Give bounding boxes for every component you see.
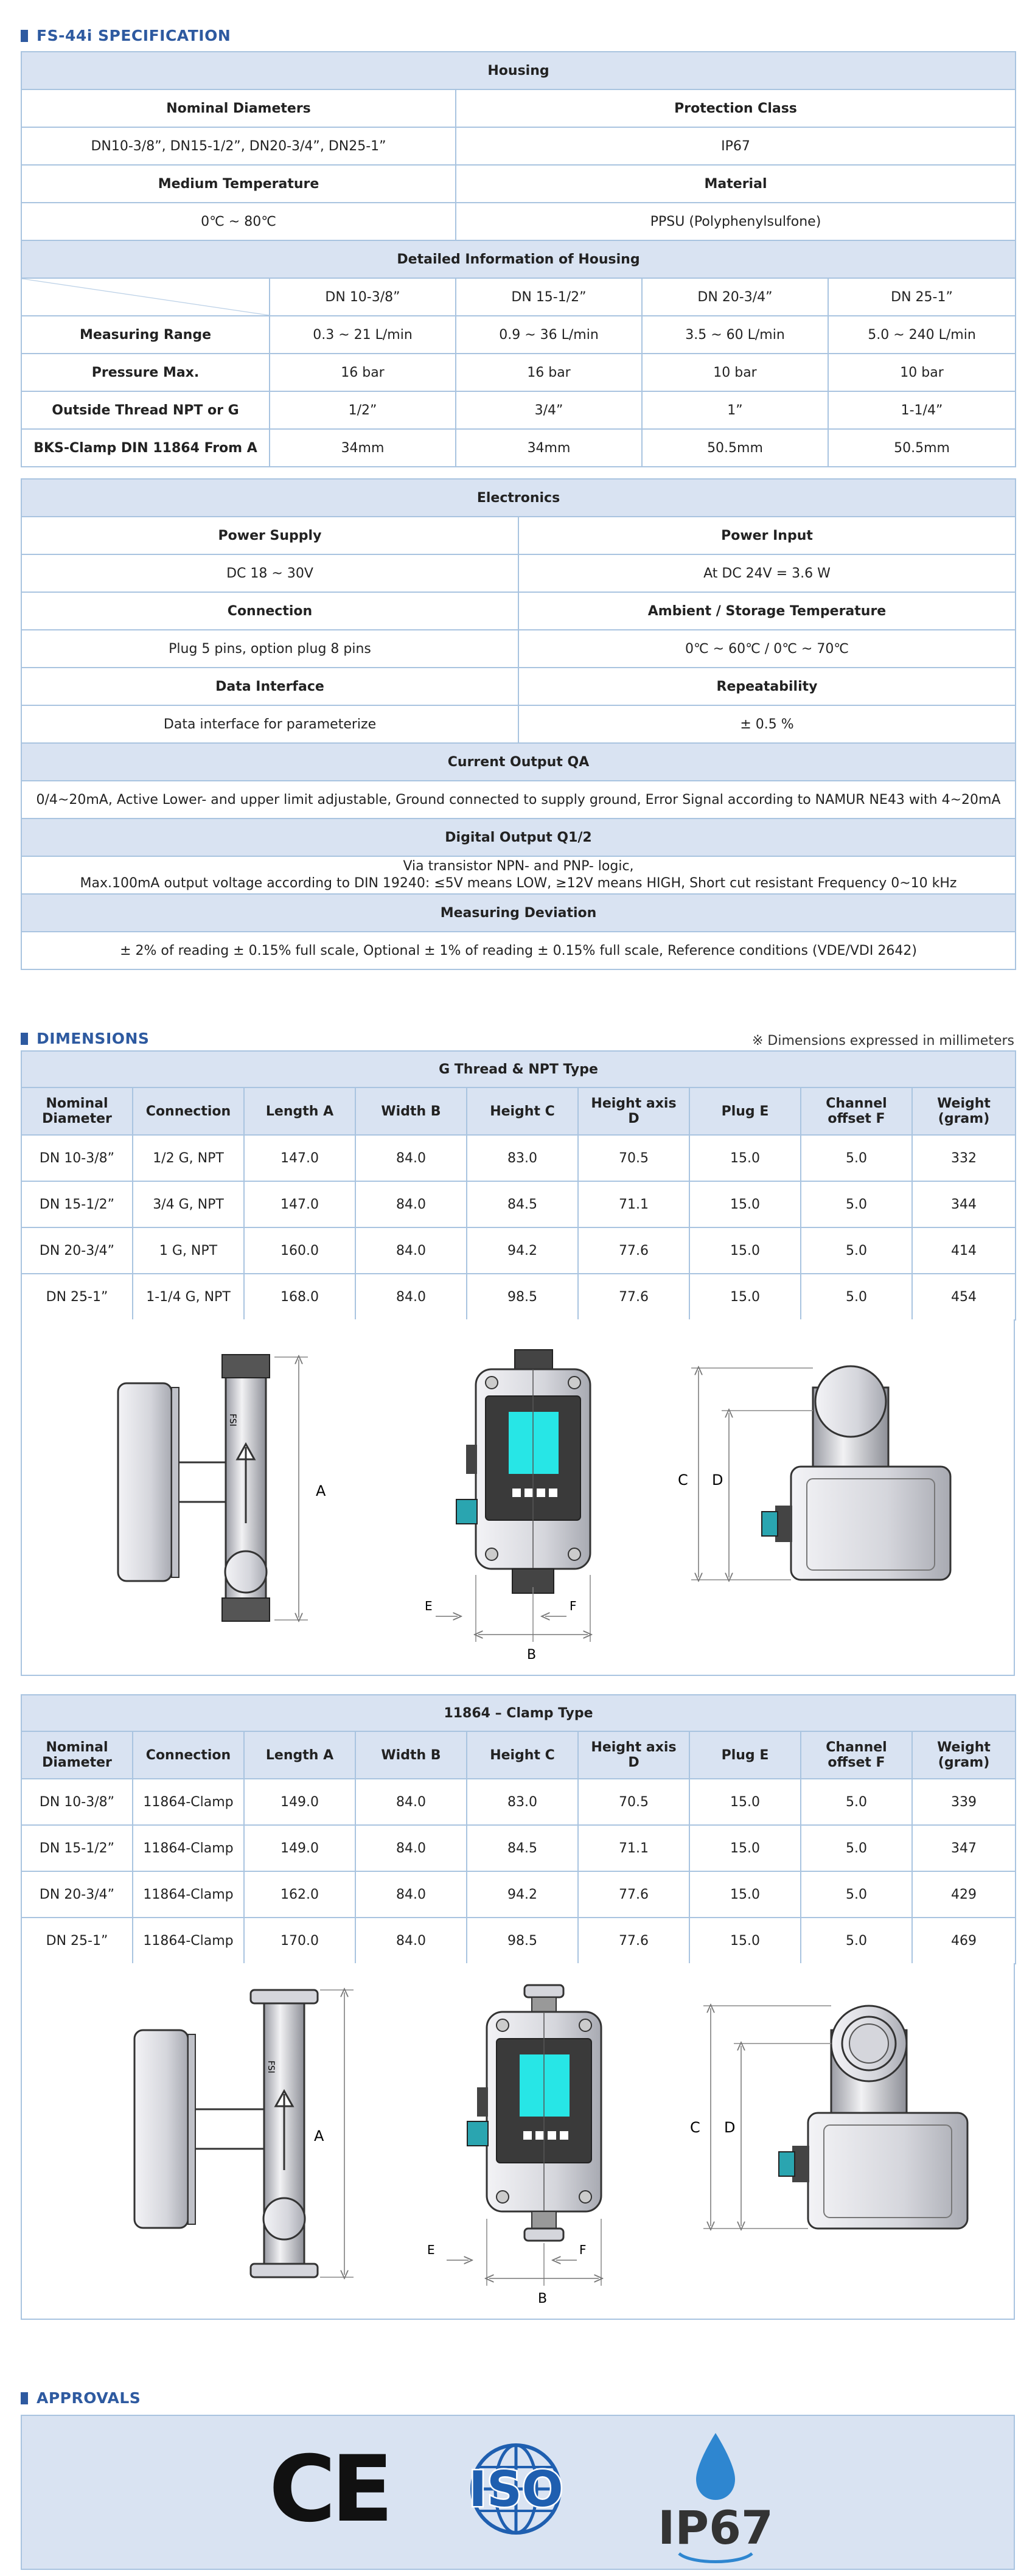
table-cell: DN 10-3/8” (21, 1779, 133, 1825)
detail-col-header: DN 20-3/4” (642, 278, 828, 316)
table-cell: 94.2 (467, 1227, 578, 1274)
table-row (21, 1918, 1016, 1964)
table-cell: 11864-Clamp (133, 1871, 244, 1918)
table-cell: 469 (912, 1918, 1016, 1964)
table-cell: 84.0 (355, 1181, 467, 1227)
thread-title: G Thread & NPT Type (21, 1051, 1016, 1087)
col-header-line: Nominal (46, 1740, 108, 1755)
table-cell: 71.1 (578, 1825, 689, 1871)
row-label: Outside Thread NPT or G (21, 391, 270, 429)
table-cell: 98.5 (467, 1274, 578, 1320)
side-view (134, 1990, 354, 2277)
table-cell: 15.0 (689, 1825, 801, 1871)
table-cell: 84.0 (355, 1274, 467, 1320)
detail-row (21, 354, 1016, 391)
material-label: Material (456, 165, 1016, 203)
table-cell: 11864-Clamp (133, 1918, 244, 1964)
table-cell: DN 15-1/2” (21, 1825, 133, 1871)
table-cell: 147.0 (244, 1181, 355, 1227)
col-header-line: offset F (828, 1755, 885, 1770)
repeatability-value: ± 0.5 % (518, 705, 1016, 743)
cell: 3.5 ~ 60 L/min (642, 316, 828, 354)
cell: 5.0 ~ 240 L/min (828, 316, 1016, 354)
table-cell: 5.0 (801, 1918, 912, 1964)
power-supply-value: DC 18 ~ 30V (21, 554, 518, 592)
table-cell: 83.0 (467, 1779, 578, 1825)
label-d: D (712, 1471, 723, 1489)
detail-col-header: DN 25-1” (828, 278, 1016, 316)
measuring-deviation-value: ± 2% of reading ± 0.15% full scale, Optional ± 1% of reading ± 0.15% full scale, Reference conditions (VDE/VDI 2642) (21, 932, 1016, 969)
table-cell: 84.0 (355, 1918, 467, 1964)
table-cell: DN 15-1/2” (21, 1181, 133, 1227)
clamp-drawing-svg (22, 1963, 1014, 2319)
detail-row (21, 316, 1016, 354)
cell: 1/2” (270, 391, 456, 429)
table-row (21, 1871, 1016, 1918)
table-cell: 5.0 (801, 1871, 912, 1918)
table-row (21, 1227, 1016, 1274)
end-view (678, 1366, 950, 1580)
digital-output-header: Digital Output Q1/2 (21, 819, 1016, 856)
table-cell: 5.0 (801, 1135, 912, 1181)
thread-drawing-svg (22, 1319, 1014, 1675)
col-header-line: Channel (826, 1096, 887, 1111)
connection-label: Connection (21, 592, 518, 630)
table-cell: 84.5 (467, 1825, 578, 1871)
label-a: A (316, 1482, 326, 1499)
protection-class-value: IP67 (456, 127, 1016, 165)
current-output-header: Current Output QA (21, 743, 1016, 781)
label-a: A (314, 2127, 324, 2145)
label-d: D (724, 2119, 736, 2136)
thread-rows (21, 1135, 1016, 1320)
ip67-logo-icon (658, 2433, 773, 2562)
col-header-line: Weight (937, 1096, 991, 1111)
cell: 10 bar (828, 354, 1016, 391)
table-cell: 3/4 G, NPT (133, 1181, 244, 1227)
clamp-rows (21, 1779, 1016, 1964)
col-header-line: Weight (937, 1740, 991, 1755)
table-cell: 84.0 (355, 1871, 467, 1918)
table-cell: DN 20-3/4” (21, 1227, 133, 1274)
table-cell: 347 (912, 1825, 1016, 1871)
detail-header: Detailed Information of Housing (21, 240, 1016, 278)
thread-drawings (21, 1319, 1015, 1676)
data-interface-value: Data interface for parameterize (21, 705, 518, 743)
material-value: PPSU (Polyphenylsulfone) (456, 203, 1016, 240)
digital-output-line: Max.100mA output voltage according to DIN 19240: ≤5V means LOW, ≥12V means HIGH, Short cut resistant Frequency 0~10 kHz (80, 876, 957, 891)
label-e: E (425, 1599, 433, 1613)
col-header (912, 1087, 1016, 1135)
col-header: Connection (133, 1087, 244, 1135)
table-cell: 147.0 (244, 1135, 355, 1181)
repeatability-label: Repeatability (518, 668, 1016, 705)
spec-title: FS-44i SPECIFICATION (21, 27, 231, 44)
col-header: Length A (244, 1731, 355, 1779)
side-view (118, 1355, 326, 1621)
table-cell: 11864-Clamp (133, 1825, 244, 1871)
col-header-line: Nominal (46, 1096, 108, 1111)
table-cell: 1-1/4 G, NPT (133, 1274, 244, 1320)
table-cell: 98.5 (467, 1918, 578, 1964)
end-view (690, 2006, 967, 2229)
table-cell: 5.0 (801, 1825, 912, 1871)
col-header-line: offset F (828, 1111, 885, 1126)
col-header: Length A (244, 1087, 355, 1135)
col-header-line: Diameter (42, 1755, 112, 1770)
front-view (425, 1350, 590, 1663)
col-header: Plug E (689, 1731, 801, 1779)
col-header: Plug E (689, 1087, 801, 1135)
digital-output-line: Via transistor NPN- and PNP- logic, (403, 859, 634, 874)
col-header (801, 1087, 912, 1135)
ambient-value: 0℃ ~ 60℃ / 0℃ ~ 70℃ (518, 630, 1016, 668)
approvals-logos (22, 2416, 1014, 2569)
table-cell: DN 10-3/8” (21, 1135, 133, 1181)
label-c: C (690, 2119, 700, 2136)
table-row (21, 1779, 1016, 1825)
table-cell: 15.0 (689, 1871, 801, 1918)
label-f: F (579, 2243, 587, 2257)
table-cell: 70.5 (578, 1135, 689, 1181)
display-screen (520, 2054, 570, 2117)
table-row (21, 1274, 1016, 1320)
cell: 16 bar (270, 354, 456, 391)
flow-label: FSI (228, 1414, 237, 1426)
table-cell: 5.0 (801, 1227, 912, 1274)
table-cell: 344 (912, 1181, 1016, 1227)
ip67-text: IP67 (658, 2501, 773, 2555)
medium-temperature-value: 0℃ ~ 80℃ (21, 203, 456, 240)
cell: 0.3 ~ 21 L/min (270, 316, 456, 354)
cell: 1-1/4” (828, 391, 1016, 429)
col-header: Width B (355, 1087, 467, 1135)
ambient-label: Ambient / Storage Temperature (518, 592, 1016, 630)
table-cell: DN 20-3/4” (21, 1871, 133, 1918)
label-c: C (678, 1471, 688, 1489)
table-cell: 414 (912, 1227, 1016, 1274)
col-header: Height C (467, 1087, 578, 1135)
power-input-label: Power Input (518, 517, 1016, 554)
table-cell: 149.0 (244, 1825, 355, 1871)
iso-logo-icon (469, 2445, 563, 2533)
clamp-drawings (21, 1963, 1015, 2320)
col-header: Connection (133, 1731, 244, 1779)
table-row (21, 1825, 1016, 1871)
table-cell: 1/2 G, NPT (133, 1135, 244, 1181)
table-cell: 332 (912, 1135, 1016, 1181)
power-supply-label: Power Supply (21, 517, 518, 554)
detail-row (21, 429, 1016, 467)
display-screen (509, 1412, 559, 1474)
table-cell: 84.0 (355, 1135, 467, 1181)
thread-header-row (21, 1087, 1016, 1135)
table-cell: 94.2 (467, 1871, 578, 1918)
cell: 10 bar (642, 354, 828, 391)
table-cell: 15.0 (689, 1274, 801, 1320)
col-header: Width B (355, 1731, 467, 1779)
table-cell: 83.0 (467, 1135, 578, 1181)
table-cell: 454 (912, 1274, 1016, 1320)
col-header (801, 1731, 912, 1779)
nominal-diameters-label: Nominal Diameters (21, 89, 456, 127)
table-row (21, 1135, 1016, 1181)
detail-col-header: DN 15-1/2” (456, 278, 642, 316)
table-cell: 77.6 (578, 1227, 689, 1274)
table-cell: 84.0 (355, 1779, 467, 1825)
col-header: Height axis D (578, 1087, 689, 1135)
cell: 34mm (270, 429, 456, 467)
iso-text: ISO (469, 2461, 563, 2518)
table-cell: 160.0 (244, 1227, 355, 1274)
ce-mark-icon: CE (269, 2437, 389, 2543)
col-header-line: Channel (826, 1740, 887, 1755)
table-cell: 5.0 (801, 1779, 912, 1825)
thread-table (21, 1050, 1016, 1321)
row-label: Measuring Range (21, 316, 270, 354)
electronics-table (21, 478, 1016, 970)
table-cell: 77.6 (578, 1871, 689, 1918)
approvals-panel (21, 2415, 1015, 2570)
col-header: Height axis D (578, 1731, 689, 1779)
table-cell: 15.0 (689, 1918, 801, 1964)
table-row (21, 1181, 1016, 1227)
label-e: E (427, 2243, 435, 2257)
detail-row (21, 391, 1016, 429)
table-cell: 11864-Clamp (133, 1779, 244, 1825)
table-cell: 429 (912, 1871, 1016, 1918)
row-label: BKS-Clamp DIN 11864 From A (21, 429, 270, 467)
table-cell: 339 (912, 1779, 1016, 1825)
data-interface-label: Data Interface (21, 668, 518, 705)
label-b: B (538, 2291, 548, 2306)
nominal-diameters-value: DN10-3/8”, DN15-1/2”, DN20-3/4”, DN25-1” (21, 127, 456, 165)
table-cell: 71.1 (578, 1181, 689, 1227)
front-view (427, 1985, 601, 2306)
table-cell: 84.5 (467, 1181, 578, 1227)
connection-value: Plug 5 pins, option plug 8 pins (21, 630, 518, 668)
table-cell: 70.5 (578, 1779, 689, 1825)
diagonal-cell (21, 278, 270, 316)
table-cell: 15.0 (689, 1227, 801, 1274)
table-cell: 15.0 (689, 1135, 801, 1181)
dimensions-title: DIMENSIONS (21, 1030, 149, 1047)
label-b: B (527, 1647, 537, 1663)
cell: 50.5mm (828, 429, 1016, 467)
cell: 16 bar (456, 354, 642, 391)
table-cell: 84.0 (355, 1227, 467, 1274)
table-cell: 15.0 (689, 1181, 801, 1227)
col-header (21, 1731, 133, 1779)
col-header-line: (gram) (938, 1755, 990, 1770)
table-cell: 15.0 (689, 1779, 801, 1825)
flow-label: FSI (266, 2061, 276, 2073)
table-cell: 170.0 (244, 1918, 355, 1964)
col-header: Height C (467, 1731, 578, 1779)
table-cell: 84.0 (355, 1825, 467, 1871)
electronics-header: Electronics (21, 479, 1016, 517)
col-header-line: (gram) (938, 1111, 990, 1126)
power-input-value: At DC 24V = 3.6 W (518, 554, 1016, 592)
col-header (912, 1731, 1016, 1779)
measuring-deviation-header: Measuring Deviation (21, 894, 1016, 932)
col-header-line: Diameter (42, 1111, 112, 1126)
cell: 50.5mm (642, 429, 828, 467)
table-cell: DN 25-1” (21, 1274, 133, 1320)
dimensions-note: ※ Dimensions expressed in millimeters (751, 1033, 1014, 1049)
table-cell: 77.6 (578, 1274, 689, 1320)
table-cell: DN 25-1” (21, 1918, 133, 1964)
medium-temperature-label: Medium Temperature (21, 165, 456, 203)
row-label: Pressure Max. (21, 354, 270, 391)
col-header (21, 1087, 133, 1135)
housing-table (21, 51, 1016, 467)
table-cell: 5.0 (801, 1181, 912, 1227)
table-cell: 162.0 (244, 1871, 355, 1918)
digital-output-value (21, 856, 1016, 894)
approvals-title: APPROVALS (21, 2389, 141, 2407)
cell: 0.9 ~ 36 L/min (456, 316, 642, 354)
label-f: F (570, 1599, 577, 1613)
clamp-title: 11864 – Clamp Type (21, 1695, 1016, 1731)
clamp-header-row (21, 1731, 1016, 1779)
protection-class-label: Protection Class (456, 89, 1016, 127)
table-cell: 149.0 (244, 1779, 355, 1825)
housing-header: Housing (21, 52, 1016, 89)
current-output-value: 0/4~20mA, Active Lower- and upper limit adjustable, Ground connected to supply ground, Error Signal according to NAMUR NE43 with 4~20mA (21, 781, 1016, 819)
table-cell: 5.0 (801, 1274, 912, 1320)
detail-col-header: DN 10-3/8” (270, 278, 456, 316)
cell: 3/4” (456, 391, 642, 429)
cell: 1” (642, 391, 828, 429)
table-cell: 77.6 (578, 1918, 689, 1964)
table-cell: 1 G, NPT (133, 1227, 244, 1274)
clamp-table (21, 1694, 1016, 1964)
table-cell: 168.0 (244, 1274, 355, 1320)
cell: 34mm (456, 429, 642, 467)
